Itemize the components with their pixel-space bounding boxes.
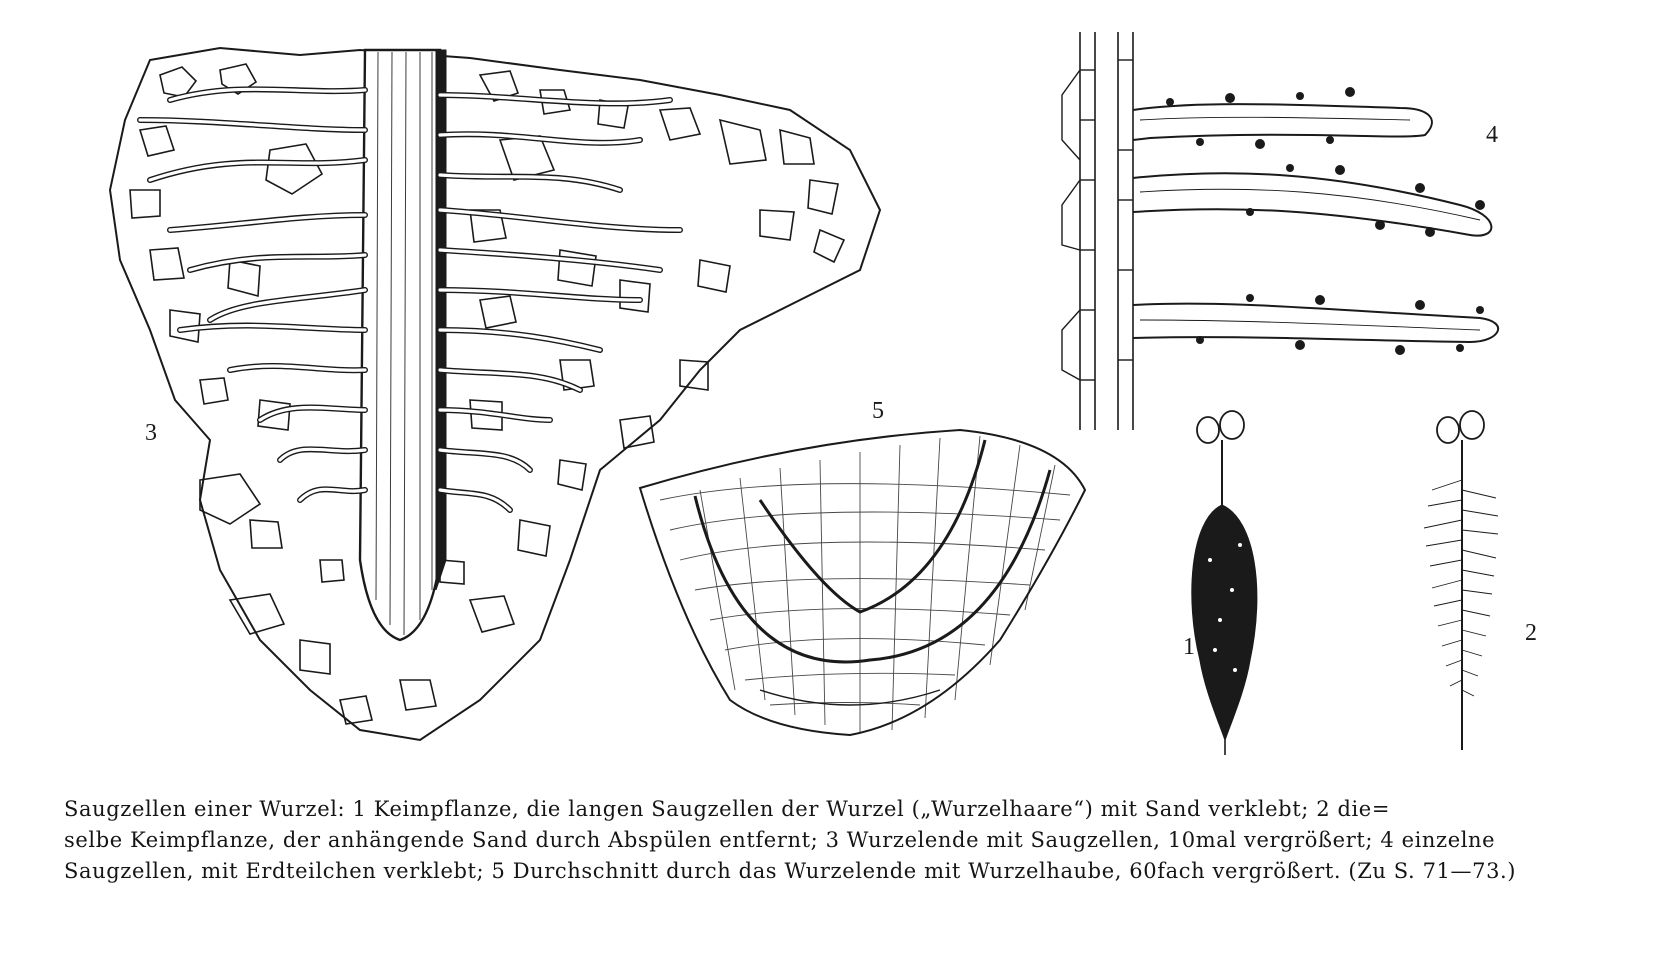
root-hair-cells-figure [1062, 32, 1498, 430]
root-cap-section-figure [640, 430, 1085, 735]
figure-label-5: 5 [872, 398, 884, 424]
seedling-washed-figure [1424, 411, 1498, 750]
figure-label-3: 3 [145, 420, 157, 446]
caption-line-3: Saugzellen, mit Erdteilchen verklebt; 5 Durchschnitt durch das Wurzelende mit Wurzelhaube, 60fach vergrößert. (Zu S. 71—73.) [64, 859, 1517, 883]
seedling-with-sand-figure [1192, 411, 1257, 755]
figure-label-1: 1 [1183, 634, 1195, 660]
caption-line-2: selbe Keimpflanze, der anhängende Sand durch Abspülen entfernt; 3 Wurzelende mit Saugzellen, 10mal vergrößert; 4 einzelne [64, 828, 1496, 852]
figure-label-2: 2 [1525, 620, 1537, 646]
caption-line-1: Saugzellen einer Wurzel: 1 Keimpflanze, die langen Saugzellen der Wurzel („Wurzelhaare“) mit Sand verklebt; 2 die= [64, 797, 1391, 821]
root-end-with-soil-figure [110, 48, 880, 740]
figure-label-4: 4 [1486, 122, 1498, 148]
figure-caption [64, 794, 1614, 887]
